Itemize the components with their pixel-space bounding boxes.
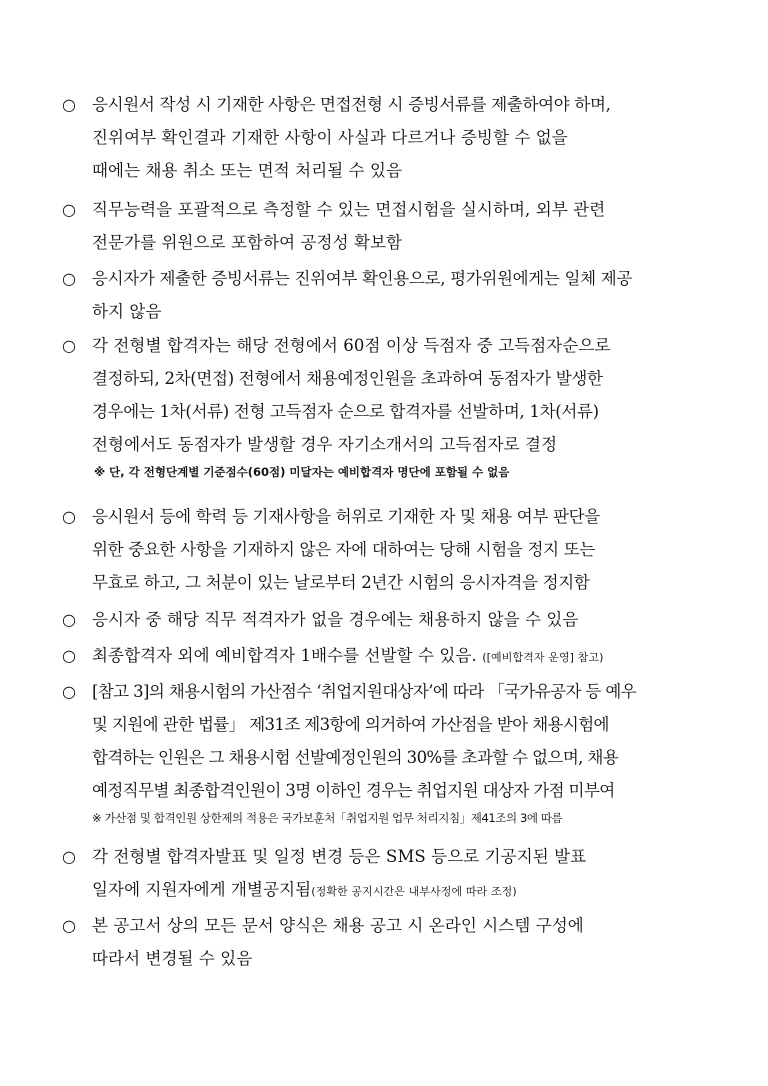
item-text-line: 응시원서 작성 시 기재한 사항은 면접전형 시 증빙서류를 제출하여야 하며, (92, 95, 611, 114)
bullet-circle-icon: ○ (62, 610, 76, 629)
list-item (62, 840, 724, 908)
list-item (62, 329, 724, 483)
item-text-line: 합격하는 인원은 그 채용시험 선발예정인원의 30%를 초과할 수 없으며, 채용 (92, 748, 619, 767)
bullet-circle-icon: ○ (62, 95, 76, 114)
bullet-circle-icon: ○ (62, 507, 76, 526)
item-text-line: 응시원서 등에 학력 등 기재사항을 허위로 기재한 자 및 채용 여부 판단을 (92, 507, 600, 526)
item-text-line: 직무능력을 포괄적으로 측정할 수 있는 면접시험을 실시하며, 외부 관련 (92, 200, 606, 219)
item-text-line: 결정하되, 2차(면접) 전형에서 채용예정인원을 초과하여 동점자가 발생한 (92, 369, 603, 388)
item-note: ※ 단, 각 전형단계별 기준점수(60점) 미달자는 예비합격자 명단에 포함될 수 없음 (94, 465, 510, 479)
list-item (62, 675, 724, 829)
item-text-line: 무효로 하고, 그 처분이 있는 날로부터 2년간 시험의 응시자격을 정지함 (92, 573, 590, 592)
list-item (62, 500, 724, 599)
item-text-line: [참고 3]의 채용시험의 가산점수 ‘취업지원대상자’에 따라 「국가유공자 등 예우 (92, 682, 637, 701)
item-text-line: 응시자가 제출한 증빙서류는 진위여부 확인용으로, 평가위원에게는 일체 제공 (92, 269, 633, 288)
item-text-line: 본 공고서 상의 모든 문서 양식은 채용 공고 시 온라인 시스템 구성에 (92, 916, 584, 935)
item-text-line: 응시자 중 해당 직무 적격자가 없을 경우에는 채용하지 않을 수 있음 (92, 610, 579, 629)
item-text-line: 위한 중요한 사항을 기재하지 않은 자에 대하여는 당해 시험을 정지 또는 (92, 540, 595, 559)
bullet-circle-icon: ○ (62, 847, 76, 866)
item-text-line: 및 지원에 관한 법률」 제31조 제3항에 의거하여 가산점을 받아 채용시험에 (92, 715, 609, 734)
item-text-line: 각 전형별 합격자는 해당 전형에서 60점 이상 득점자 중 고득점자순으로 (92, 336, 611, 355)
list-item (62, 262, 724, 328)
item-text-line (92, 639, 724, 674)
item-text-line: 경우에는 1차(서류) 전형 고득점자 순으로 합격자를 선발하며, 1차(서류) (92, 402, 599, 421)
list-item (62, 603, 724, 636)
item-text-line: 따라서 변경될 수 있음 (92, 949, 253, 968)
item-text-line: 하지 않음 (92, 302, 162, 321)
item-text-line: 각 전형별 합격자발표 및 일정 변경 등은 SMS 등으로 기공지된 발표 (92, 847, 587, 866)
bullet-circle-icon: ○ (62, 646, 76, 665)
item-note: ※ 가산점 및 합격인원 상한제의 적용은 국가보훈처「취업지원 업무 처리지침」제41조의 3에 따름 (92, 811, 563, 825)
item-text-reference: ([예비합격자 운영] 참고) (482, 651, 604, 664)
list-item (62, 639, 724, 674)
bullet-circle-icon: ○ (62, 916, 76, 935)
item-text-main: 최종합격자 외에 예비합격자 1배수를 선발할 수 있음. (92, 646, 477, 665)
item-text-main: 일자에 지원자에게 개별공지됨 (92, 880, 312, 899)
list-item (62, 193, 724, 259)
item-text-line: 전문가를 위원으로 포함하여 공정성 확보함 (92, 233, 403, 252)
item-text-line: 진위여부 확인결과 기재한 사항이 사실과 다르거나 증빙할 수 없을 (92, 128, 568, 147)
item-text-parenthetical: (정확한 공지시간은 내부사정에 따라 조정) (311, 885, 517, 898)
bullet-circle-icon: ○ (62, 200, 76, 219)
item-text-line: 전형에서도 동점자가 발생할 경우 자기소개서의 고득점자로 결정 (92, 435, 558, 454)
item-text-line: 때에는 채용 취소 또는 면적 처리될 수 있음 (92, 161, 403, 180)
list-item (62, 909, 724, 975)
bullet-circle-icon: ○ (62, 336, 76, 355)
bullet-circle-icon: ○ (62, 269, 76, 288)
bullet-circle-icon: ○ (62, 682, 76, 701)
item-text-line: 예정직무별 최종합격인원이 3명 이하인 경우는 취업지원 대상자 가점 미부여 (92, 781, 615, 800)
item-text-line (92, 873, 724, 908)
list-item (62, 88, 724, 187)
